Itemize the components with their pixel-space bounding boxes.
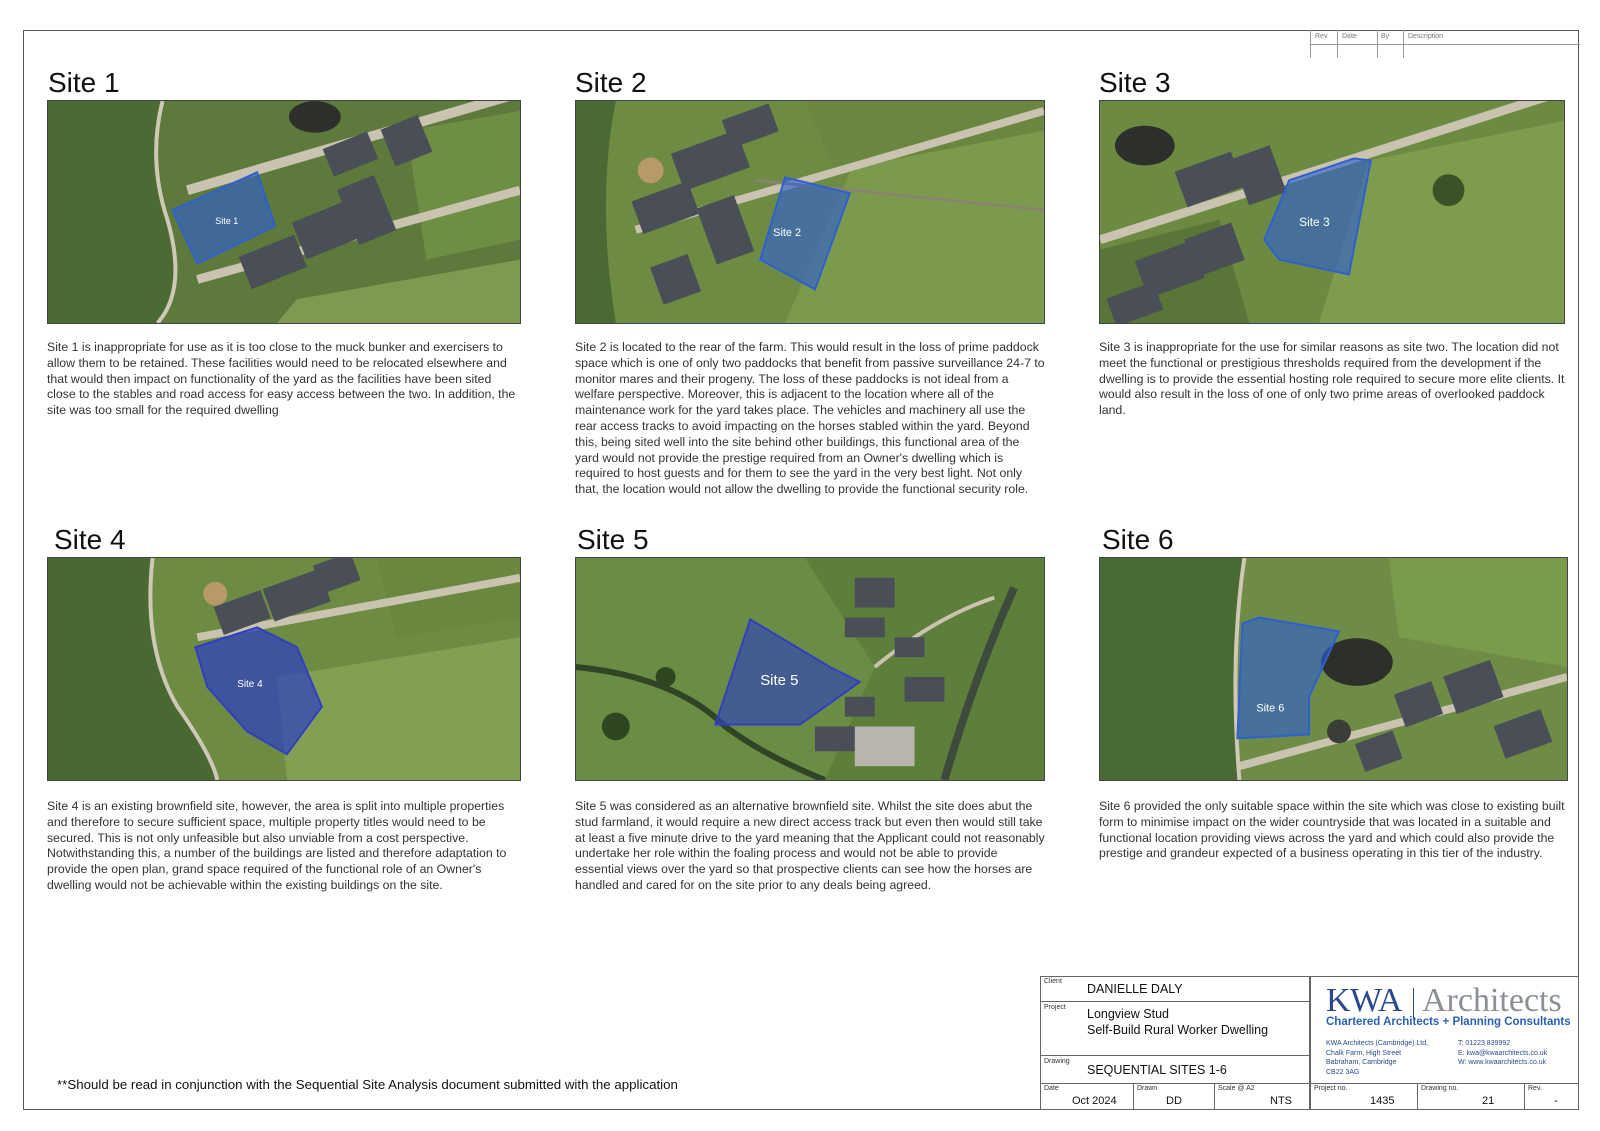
site-1-description: Site 1 is inappropriate for use as it is too close to the muck bunker and exercisers to allow them to be retained. These facilities would need to be relocated elsewhere and that would then impact on functionality of the yard as the facilities have been sited close to the stables and road access for easy access between the two. In addition, the site was too small for the required dwelling <box>47 340 516 418</box>
logo-divider <box>1413 988 1414 1018</box>
site-3-map-label: Site 3 <box>1299 214 1330 229</box>
site-6-map-label: Site 6 <box>1256 702 1285 715</box>
site-2-map <box>575 100 1045 324</box>
site-5-title: Site 5 <box>577 524 649 555</box>
site-4-title: Site 4 <box>54 524 126 555</box>
site-2-description: Site 2 is located to the rear of the farm. This would result in the loss of prime paddock space which is one of only two paddocks that benefit from passive surveillance 24-7 to monitor mares and their progeny. The loss of these paddocks is not ideal from a welfare perspective. Moreover, this is adjacent to the location where all of the maintenance work for the yard takes place. The vehicles and machinery all use the rear access tracks to avoid impacting on the horses stabled within the yard. Beyond this, being sited well into the site behind other buildings, this functional area of the yard would not provide the prestige required from an Owner's dwelling which is required to host guests and for them to see the yard in the very best light. Not only that, the location would not allow the dwelling to provide the functional security role. <box>575 340 1045 497</box>
date-header: Date <box>1342 33 1357 40</box>
site-1-map-label: Site 1 <box>215 215 239 226</box>
rev-value: - <box>1554 1095 1558 1107</box>
site-4-map <box>47 557 521 781</box>
revision-table <box>1310 30 1580 58</box>
company-tagline: Chartered Architects + Planning Consultants <box>1326 1016 1571 1028</box>
site-4-description: Site 4 is an existing brownfield site, however, the area is split into multiple properties and therefore to secure sufficient space, multiple property titles would need to be secured. This is not only unfeasible but also unviable from a cost perspective. Notwithstanding this, a number of the buildings are listed and therefore adaptation to provide the open plan, grand space required of the functional role of an Owner's dwelling would not be achievable within the existing buildings on the site. <box>47 799 507 892</box>
project-line-1: Longview Stud <box>1087 1007 1170 1021</box>
drawn-value: DD <box>1166 1095 1182 1107</box>
rev-header: Rev <box>1315 33 1328 40</box>
description-header: Description <box>1408 33 1444 40</box>
company-contact: T: 01223 839992 E: kwa@kwaarchitects.co.uk W: www.kwaarchitects.co.uk <box>1458 1040 1548 1066</box>
site-5-map <box>575 557 1045 781</box>
scale-value: NTS <box>1270 1095 1292 1107</box>
footnote: **Should be read in conjunction with the Sequential Site Analysis document submitted with the application <box>57 1077 678 1092</box>
drawing-no-value: 21 <box>1482 1095 1495 1107</box>
scale-label: Scale @ A2 <box>1218 1085 1255 1092</box>
project-no-label: Project no. <box>1314 1085 1348 1092</box>
site-5-description: Site 5 was considered as an alternative brownfield site. Whilst the site does abut the stud farmland, it would require a new direct access track but even then would still take at least a five minute drive to the yard meaning that the Applicant could not reasonably undertake her role within the foaling process and would not be able to provide essential views over the yard so that prospective clients can see how the horses are handled and cared for on the site prior to any deals being agreed. <box>575 799 1045 892</box>
site-4-map-label: Site 4 <box>237 678 263 690</box>
site-2-title: Site 2 <box>575 67 647 98</box>
site-3-map <box>1099 100 1565 324</box>
site-1-title: Site 1 <box>48 67 120 98</box>
client-label: Client <box>1044 978 1062 985</box>
rev-label: Rev. <box>1528 1085 1542 1092</box>
site-6-title: Site 6 <box>1102 524 1174 555</box>
project-line-2: Self-Build Rural Worker Dwelling <box>1087 1023 1269 1037</box>
site-3-title: Site 3 <box>1099 67 1171 98</box>
site-2-map-label: Site 2 <box>773 226 802 239</box>
site-3-description: Site 3 is inappropriate for the use for similar reasons as site two. The location did not meet the functional or prestigious thresholds required from the development if the dwelling is to provide the essential hosting role required to secure more elite clients. It would also result in the loss of one of only two prime areas of overlooked paddock land. <box>1099 340 1565 418</box>
date-label: Date <box>1044 1085 1059 1092</box>
site-6-map <box>1099 557 1568 781</box>
by-header: By <box>1381 33 1390 40</box>
drawing-label: Drawing <box>1044 1058 1070 1065</box>
drawn-label: Drawn <box>1137 1085 1158 1092</box>
company-logo-kwa: KWA <box>1326 982 1402 1019</box>
client-value: DANIELLE DALY <box>1087 982 1183 996</box>
company-logo-architects: Architects <box>1422 982 1562 1019</box>
date-value: Oct 2024 <box>1072 1095 1117 1107</box>
site-1-map <box>47 100 521 324</box>
project-label: Project <box>1044 1004 1066 1011</box>
site-6-description: Site 6 provided the only suitable space within the site which was close to existing built form to minimise impact on the wider countryside that was located in a suitable and functional location providing views across the yard and which could also provide the prestige and grandeur expected of a business operating in this tier of the industry. <box>1099 799 1565 861</box>
project-no-value: 1435 <box>1370 1095 1395 1107</box>
drawing-no-label: Drawing no. <box>1421 1085 1459 1092</box>
company-address: KWA Architects (Cambridge) Ltd, Chalk Farm, High Street Babraham, Cambridge CB22 3AG <box>1326 1040 1429 1076</box>
drawing-value: SEQUENTIAL SITES 1-6 <box>1087 1063 1227 1077</box>
site-5-map-label: Site 5 <box>760 672 799 689</box>
